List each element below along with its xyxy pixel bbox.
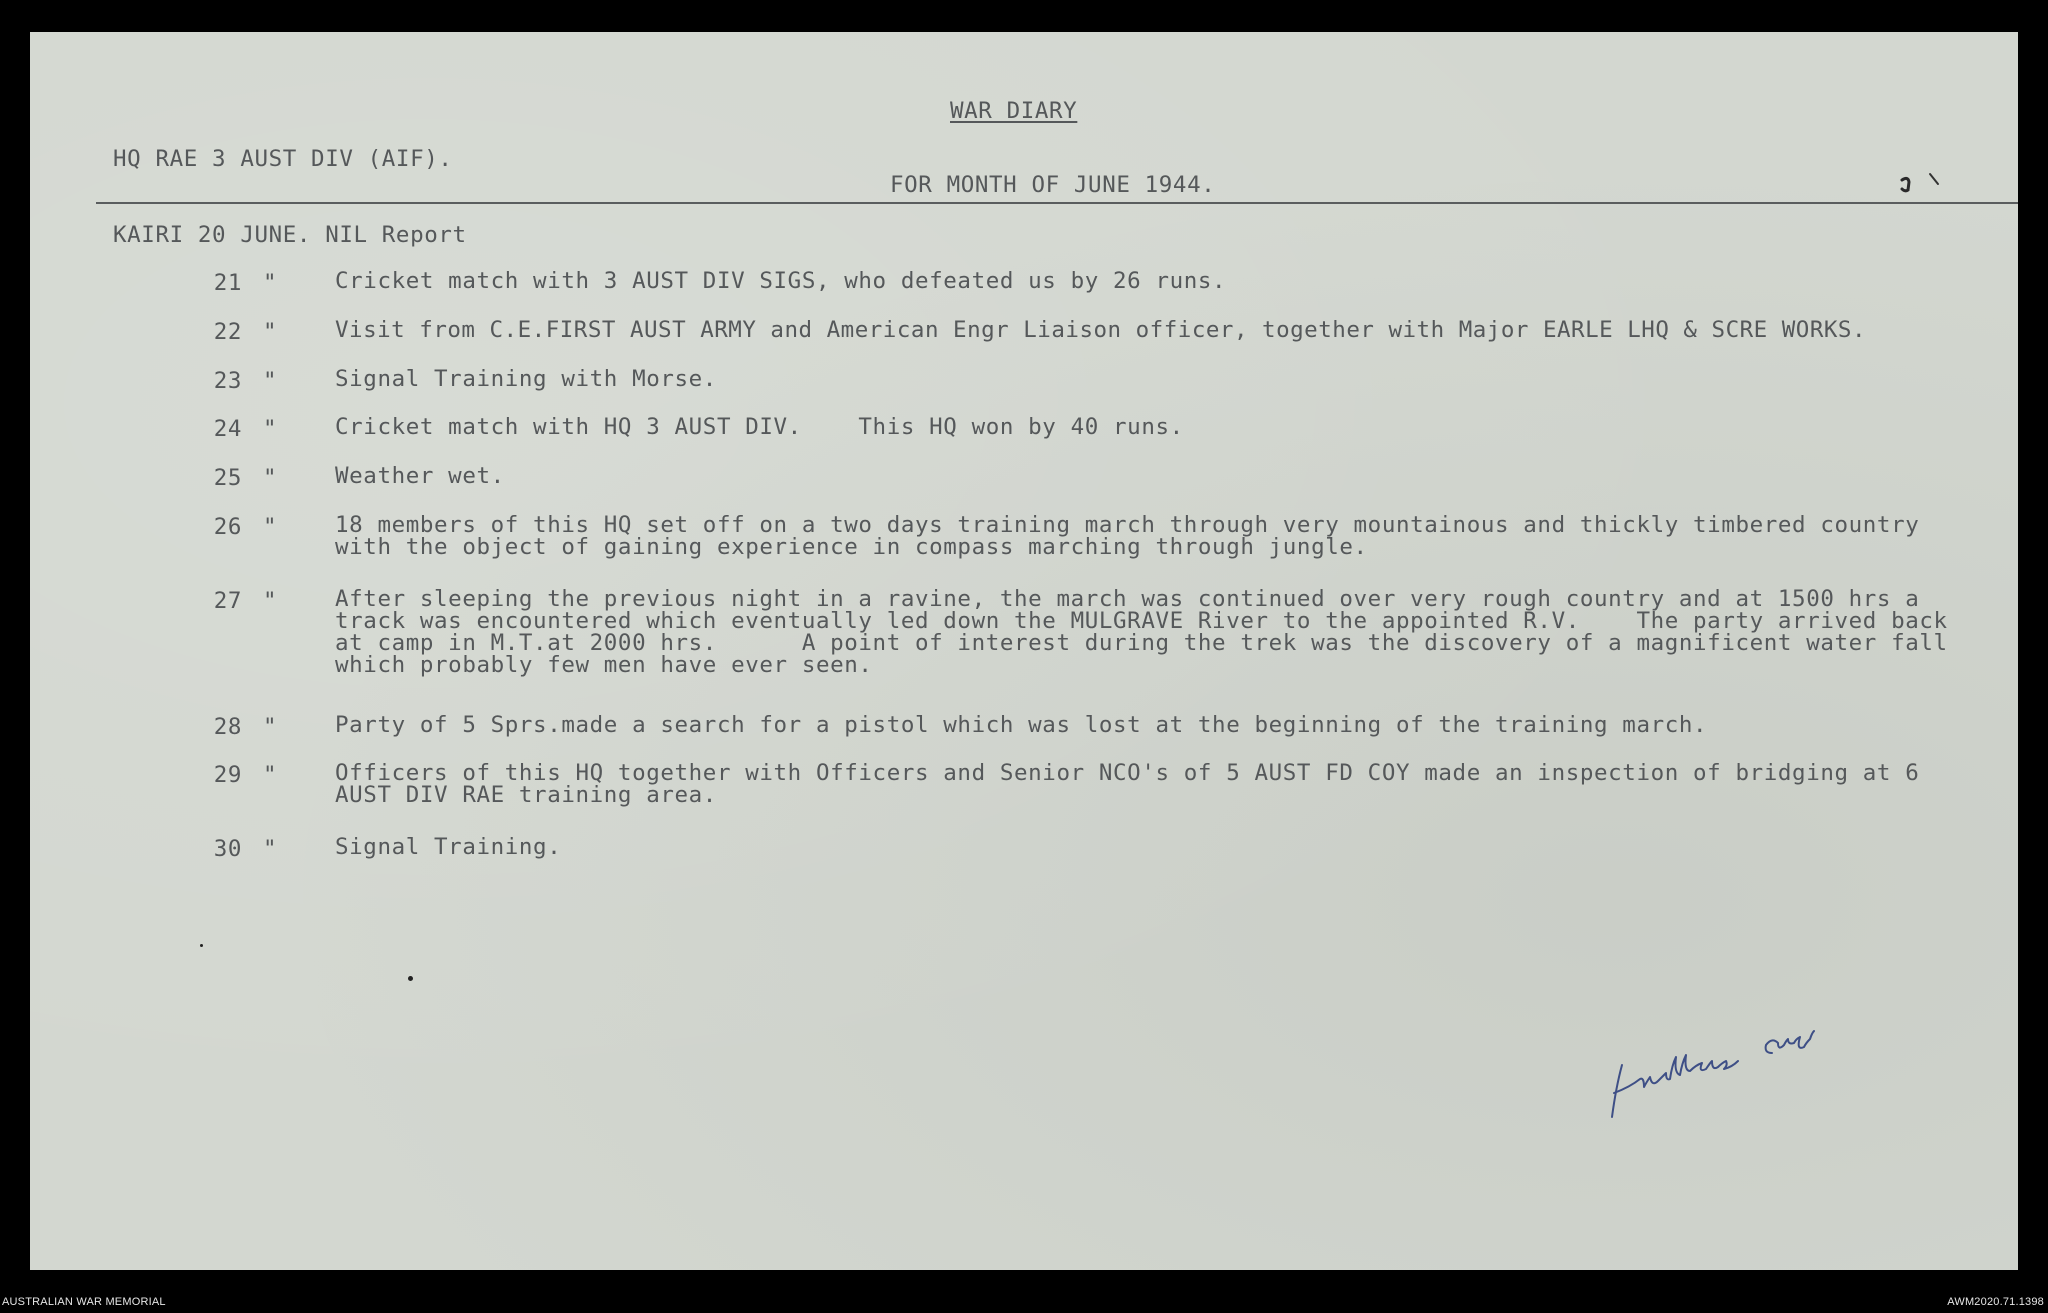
ditto-mark: " bbox=[263, 319, 278, 345]
entry-day: 28 bbox=[213, 714, 242, 740]
footer-credit: AUSTRALIAN WAR MEMORIAL bbox=[2, 1296, 166, 1308]
ditto-mark: " bbox=[263, 514, 278, 540]
handwritten-signature bbox=[1600, 1017, 1890, 1132]
ditto-mark: " bbox=[263, 368, 278, 394]
paper-speck bbox=[200, 944, 203, 947]
entry-text: 18 members of this HQ set off on a two days training march through very mountainous and thickly timbered country with the object of gaining experience in compass marching through jungle. bbox=[335, 512, 1920, 560]
entry-text: Cricket match with HQ 3 AUST DIV. This HQ won by 40 runs. bbox=[335, 414, 1184, 440]
entry-day: 21 bbox=[213, 270, 242, 296]
entry-day: 22 bbox=[213, 319, 242, 345]
paper-speck bbox=[408, 976, 413, 981]
entry-day: 23 bbox=[213, 368, 242, 394]
ditto-mark: " bbox=[263, 762, 278, 788]
entry-text: Officers of this HQ together with Officers and Senior NCO's of 5 AUST FD COY made an inspection of bridging at 6 AUST DIV RAE training area. bbox=[335, 760, 1920, 808]
period-heading: FOR MONTH OF JUNE 1944. bbox=[890, 172, 1216, 198]
entry-text: Visit from C.E.FIRST AUST ARMY and American Engr Liaison officer, together with Major EARLE LHQ & SCRE WORKS. bbox=[335, 317, 1867, 343]
page-corner-mark bbox=[1928, 172, 1942, 192]
entry-day: 25 bbox=[213, 465, 242, 491]
diary-title: WAR DIARY bbox=[950, 98, 1078, 124]
footer-accession-number: AWM2020.71.1398 bbox=[1947, 1296, 2044, 1308]
entry-day: 29 bbox=[213, 762, 242, 788]
entry-day: 26 bbox=[213, 514, 242, 540]
entry-text: Party of 5 Sprs.made a search for a pistol which was lost at the beginning of the training march. bbox=[335, 712, 1708, 738]
ditto-mark: " bbox=[263, 588, 278, 614]
ditto-mark: " bbox=[263, 714, 278, 740]
entry-text: Weather wet. bbox=[335, 463, 505, 489]
page-number-mark bbox=[1896, 172, 1920, 196]
entry-text: Signal Training. bbox=[335, 834, 562, 860]
ditto-mark: " bbox=[263, 416, 278, 442]
ditto-mark: " bbox=[263, 465, 278, 491]
ditto-mark: " bbox=[263, 836, 278, 862]
first-entry-line: KAIRI 20 JUNE. NIL Report bbox=[113, 222, 467, 248]
diary-page bbox=[30, 32, 2018, 1270]
entry-day: 30 bbox=[213, 836, 242, 862]
ditto-mark: " bbox=[263, 270, 278, 296]
entry-day: 24 bbox=[213, 416, 242, 442]
entry-text: Cricket match with 3 AUST DIV SIGS, who defeated us by 26 runs. bbox=[335, 268, 1227, 294]
entry-day: 27 bbox=[213, 588, 242, 614]
entry-text: After sleeping the previous night in a ravine, the march was continued over very rough country and at 1500 hrs a track was encountered which eventually led down the MULGRAVE River to the appointed R.V. The party arrived back at camp in M.T.at 2000 hrs. A point of interest during the trek was the discovery of a magnificent water fall which probably few men have ever seen. bbox=[335, 586, 1962, 678]
header-rule bbox=[96, 202, 2018, 204]
entry-text: Signal Training with Morse. bbox=[335, 366, 717, 392]
unit-heading: HQ RAE 3 AUST DIV (AIF). bbox=[113, 146, 453, 172]
